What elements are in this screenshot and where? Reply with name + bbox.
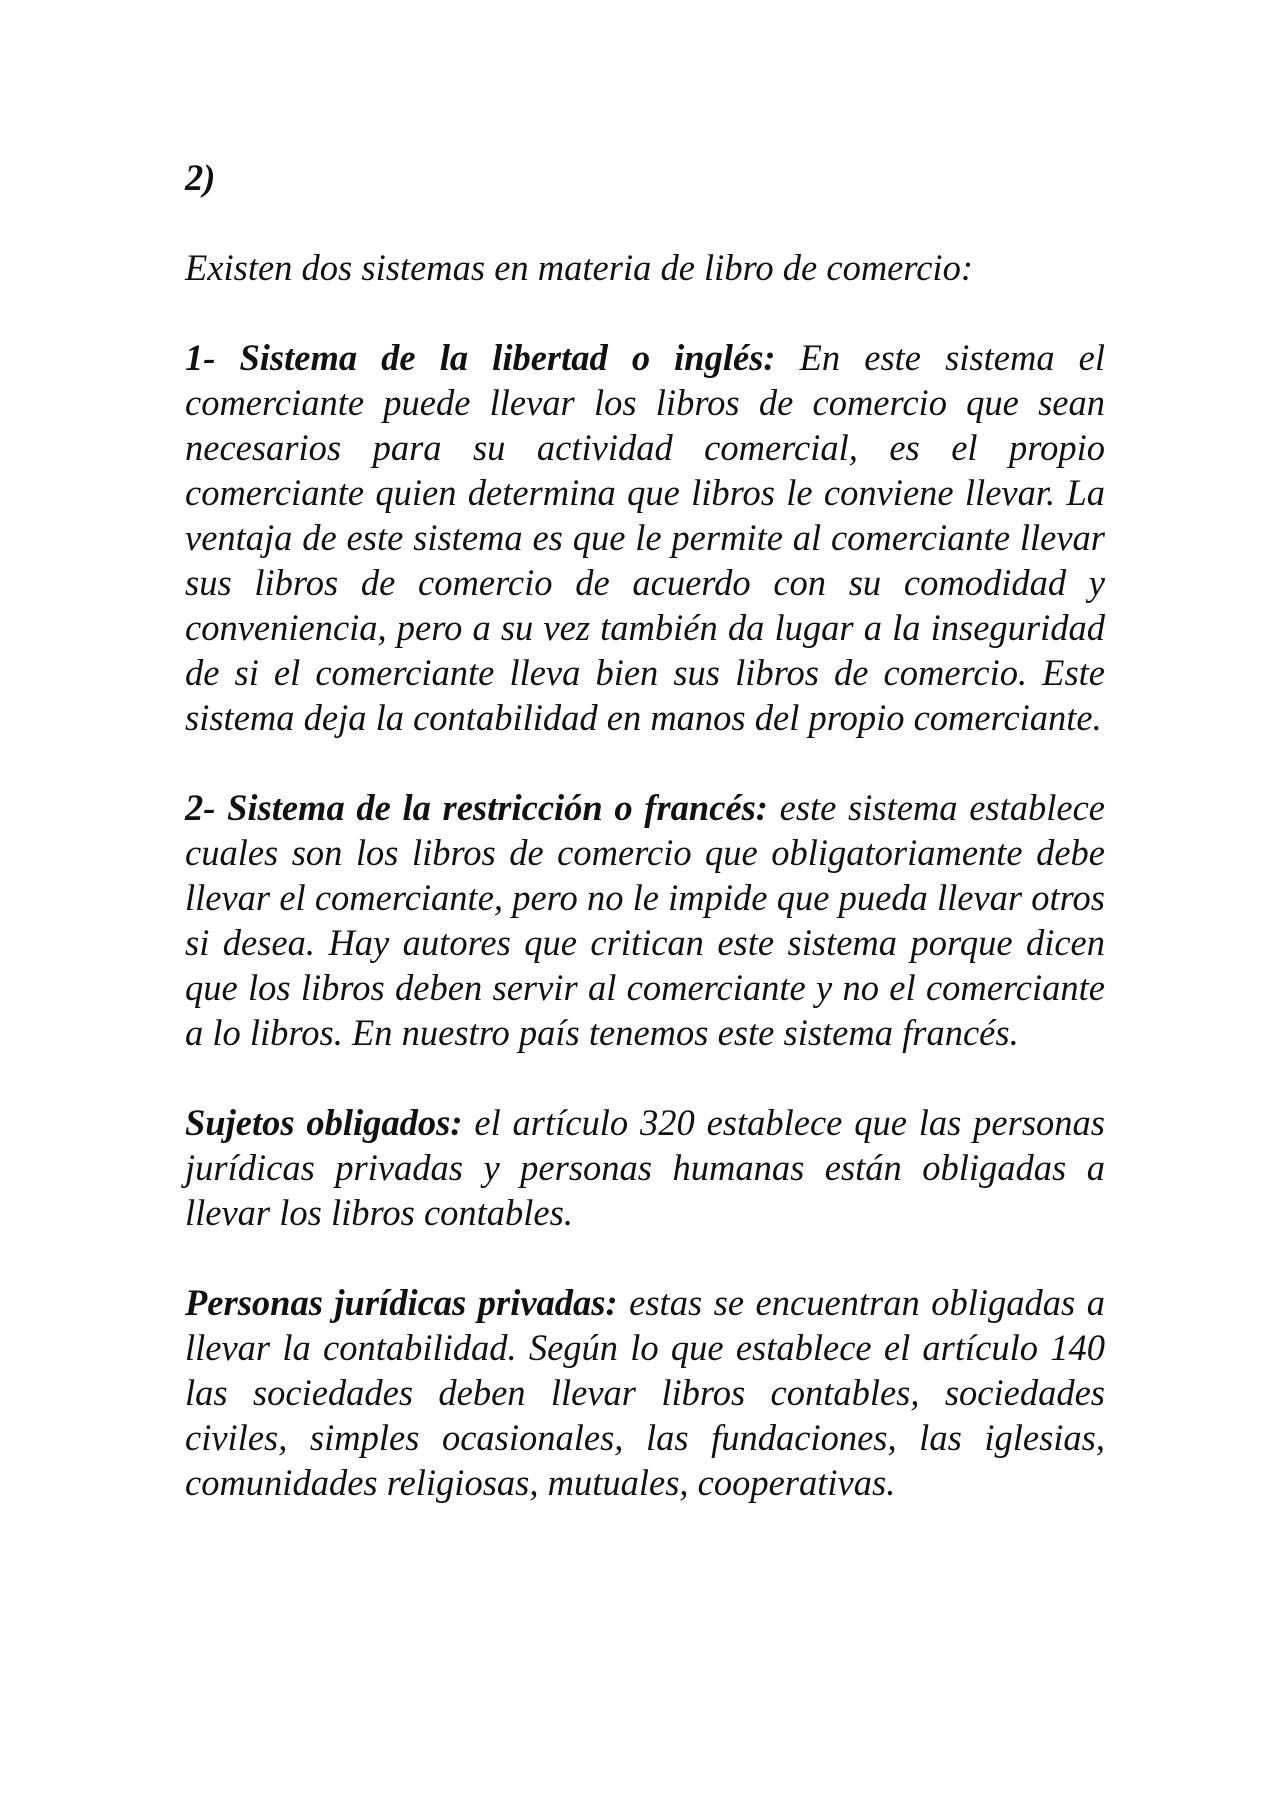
paragraph-lead: Sujetos obligados: <box>185 1102 463 1143</box>
document-page <box>185 155 1105 1550</box>
section-number-heading: 2) <box>185 157 216 198</box>
intro-paragraph: Existen dos sistemas en materia de libro de comercio: <box>185 247 973 288</box>
paragraph-sistema-libertad <box>185 335 1105 740</box>
paragraph-lead: 2- Sistema de la restricción o francés: <box>185 787 768 828</box>
paragraph-body: En este sistema el comerciante puede llevar los libros de comercio que sean necesarios para su actividad comercial, es el propio comerciante quien determina que libros le conviene llevar. La ventaja de este sistema es que le permite al comerciante llevar sus libros de comercio de acuerdo con su comodidad y conveniencia, pero a su vez también da lugar a la inseguridad de si el comerciante lleva bien sus libros de comercio. Este sistema deja la contabilidad en manos del propio comerciante. <box>185 337 1106 738</box>
paragraph-body: este sistema establece cuales son los libros de comercio que obligatoriamente debe llevar el comerciante, pero no le impide que pueda llevar otros si desea. Hay autores que critican este sistema porque dicen que los libros deben servir al comerciante y no el comerciante a lo libros. En nuestro país tenemos este sistema francés. <box>185 787 1106 1053</box>
paragraph-personas-juridicas <box>185 1280 1105 1505</box>
paragraph-sujetos-obligados <box>185 1100 1105 1235</box>
paragraph-lead: 1- Sistema de la libertad o inglés: <box>185 337 776 378</box>
paragraph-lead: Personas jurídicas privadas: <box>185 1282 618 1323</box>
paragraph-sistema-restriccion <box>185 785 1105 1055</box>
paragraph-body: el artículo 320 establece que las personas jurídicas privadas y personas humanas están obligadas a llevar los libros contables. <box>185 1102 1105 1233</box>
paragraph-body: estas se encuentran obligadas a llevar la contabilidad. Según lo que establece el artículo 140 las sociedades deben llevar libros contables, sociedades civiles, simples ocasionales, las fundaciones, las iglesias, comunidades religiosas, mutuales, cooperativas. <box>185 1282 1105 1503</box>
